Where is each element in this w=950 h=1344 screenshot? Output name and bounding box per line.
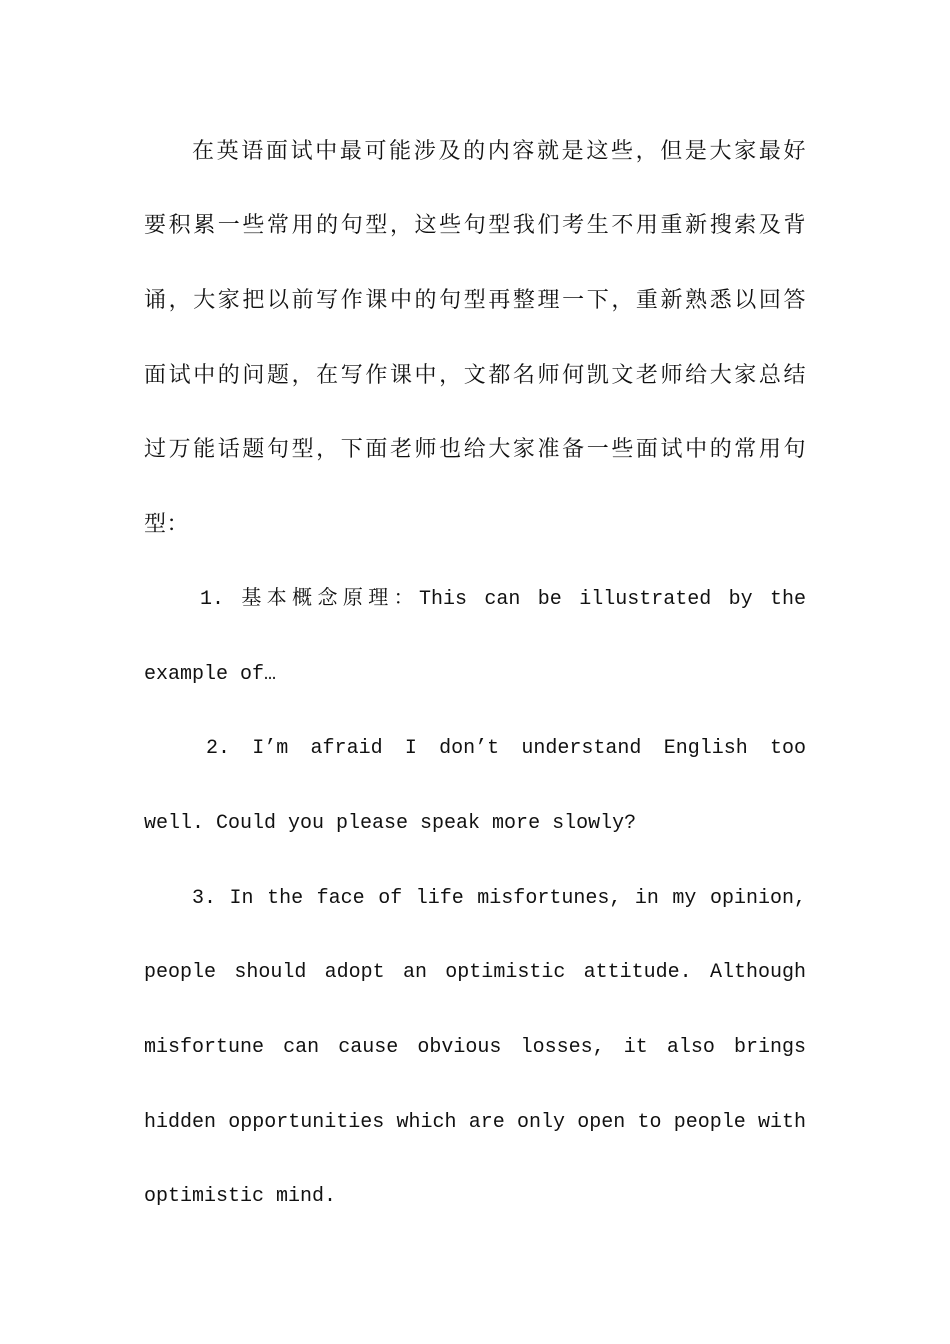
paragraph-line: 面试中的问题，在写作课中，文都名师何凯文老师给大家总结: [144, 363, 806, 388]
list-item-line: 3. In the face of life misfortunes, in my opinion,: [192, 887, 806, 910]
list-item-line: 2. I’m afraid I don’t understand English too: [206, 737, 806, 760]
list-item-line: optimistic mind.: [144, 1185, 337, 1208]
paragraph-line: 在英语面试中最可能涉及的内容就是这些，但是大家最好: [192, 139, 806, 164]
paragraph-line: 过万能话题句型，下面老师也给大家准备一些面试中的常用句: [144, 437, 806, 462]
list-item-line: 1. 基本概念原理：This can be illustrated by the: [200, 588, 806, 611]
list-item-line: people should adopt an optimistic attitude. Although: [144, 961, 806, 984]
paragraph-line: 要积累一些常用的句型，这些句型我们考生不用重新搜索及背: [144, 213, 806, 238]
list-item-line: well. Could you please speak more slowly?: [144, 812, 637, 835]
list-item-line: misfortune can cause obvious losses, it also brings: [144, 1036, 806, 1059]
list-item-line: example of…: [144, 663, 277, 686]
list-item-line: hidden opportunities which are only open to people with: [144, 1111, 806, 1134]
paragraph-line: 诵，大家把以前写作课中的句型再整理一下，重新熟悉以回答: [144, 288, 806, 313]
paragraph-line: 型：: [144, 512, 190, 537]
